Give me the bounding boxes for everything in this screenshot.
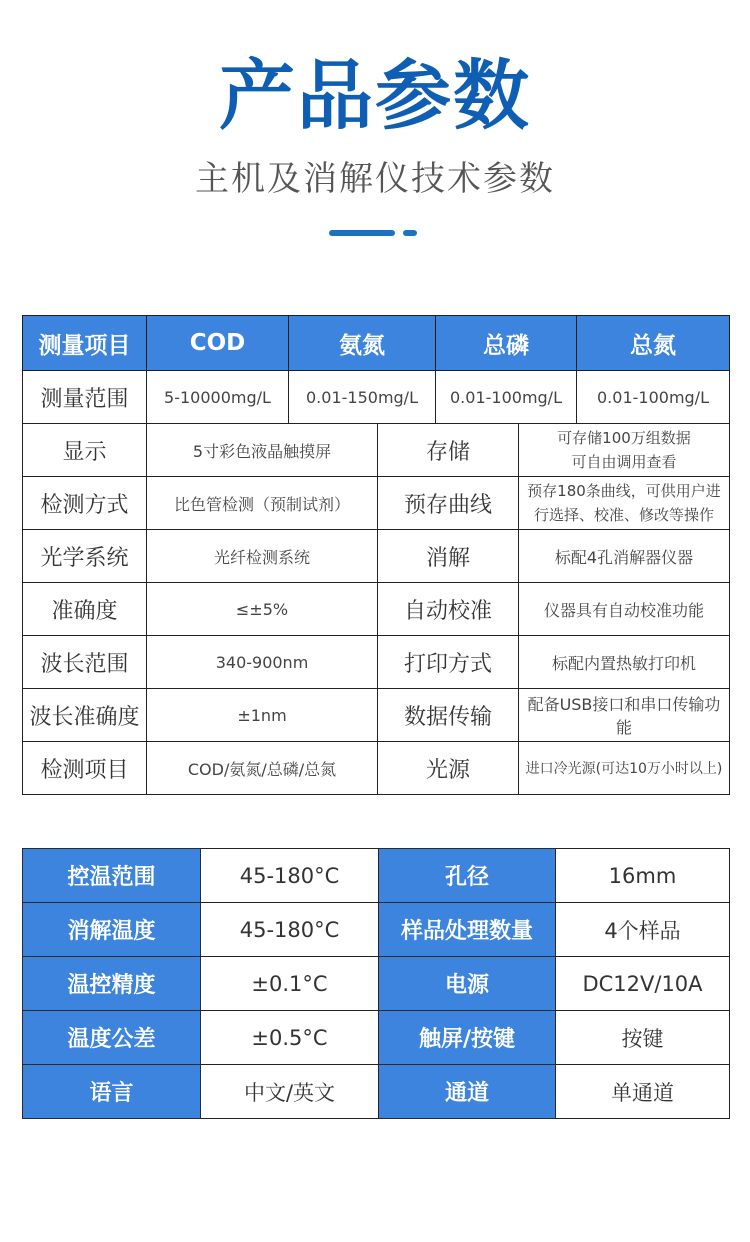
row-label-2: 光源 xyxy=(378,742,519,795)
spec-value: ±0.1°C xyxy=(201,957,379,1011)
spec-value: 45-180°C xyxy=(201,849,379,903)
table-row xyxy=(23,424,730,477)
table-row xyxy=(23,477,730,530)
row-value-2: 配备USB接口和串口传输功能 xyxy=(519,689,730,742)
table-row-range xyxy=(23,371,730,424)
row-label-2: 数据传输 xyxy=(378,689,519,742)
spec-key-2: 电源 xyxy=(379,957,556,1011)
row-value-2: 预存180条曲线，可供用户进行选择、校准、修改等操作 xyxy=(519,477,730,530)
row-value: COD/氨氮/总磷/总氮 xyxy=(147,742,378,795)
row-label: 显示 xyxy=(23,424,147,477)
table-row xyxy=(23,583,730,636)
row-label-2: 存储 xyxy=(378,424,519,477)
spec-key-2: 孔径 xyxy=(379,849,556,903)
row-label-2: 消解 xyxy=(378,530,519,583)
title-underline-long xyxy=(329,230,395,236)
row-label: 检测方式 xyxy=(23,477,147,530)
table-row xyxy=(23,530,730,583)
spec-key: 温控精度 xyxy=(23,957,201,1011)
row-label: 波长准确度 xyxy=(23,689,147,742)
spec-value-2: 单通道 xyxy=(556,1065,730,1119)
spec-key-2: 通道 xyxy=(379,1065,556,1119)
spec-key: 消解温度 xyxy=(23,903,201,957)
row-value-2: 可存储100万组数据 可自由调用查看 xyxy=(519,424,730,477)
range-nitrogen: 0.01-100mg/L xyxy=(577,371,730,424)
header-cell-nitrogen: 总氮 xyxy=(577,316,730,371)
table-row xyxy=(23,1011,730,1065)
header-cell-cod: COD xyxy=(147,316,289,371)
spec-key: 温度公差 xyxy=(23,1011,201,1065)
row-label-2: 打印方式 xyxy=(378,636,519,689)
table-row xyxy=(23,636,730,689)
range-ammonia: 0.01-150mg/L xyxy=(289,371,436,424)
row-value: 5寸彩色液晶触摸屏 xyxy=(147,424,378,477)
row-label: 波长范围 xyxy=(23,636,147,689)
table-row xyxy=(23,957,730,1011)
range-phosphorus: 0.01-100mg/L xyxy=(436,371,577,424)
table-header-row xyxy=(23,316,730,371)
row-value: 比色管检测（预制试剂） xyxy=(147,477,378,530)
range-cod: 5-10000mg/L xyxy=(147,371,289,424)
table-row xyxy=(23,689,730,742)
header-cell-item: 测量项目 xyxy=(23,316,147,371)
row-value-2: 标配内置热敏打印机 xyxy=(519,636,730,689)
spec-key: 控温范围 xyxy=(23,849,201,903)
row-value: 340-900nm xyxy=(147,636,378,689)
row-value: 光纤检测系统 xyxy=(147,530,378,583)
row-value-2: 仪器具有自动校准功能 xyxy=(519,583,730,636)
header-cell-ammonia: 氨氮 xyxy=(289,316,436,371)
row-value-2: 进口冷光源(可达10万小时以上) xyxy=(519,742,730,795)
row-label: 光学系统 xyxy=(23,530,147,583)
row-value-2: 标配4孔消解器仪器 xyxy=(519,530,730,583)
row-label-2: 自动校准 xyxy=(378,583,519,636)
table-row xyxy=(23,742,730,795)
page-subtitle: 主机及消解仪技术参数 xyxy=(195,159,555,199)
range-label: 测量范围 xyxy=(23,371,147,424)
spec-value: ±0.5°C xyxy=(201,1011,379,1065)
row-value: ≤±5% xyxy=(147,583,378,636)
page-title: 产品参数 xyxy=(219,51,531,140)
spec-key-2: 样品处理数量 xyxy=(379,903,556,957)
spec-key: 语言 xyxy=(23,1065,201,1119)
spec-value-2: 16mm xyxy=(556,849,730,903)
row-label-2: 预存曲线 xyxy=(378,477,519,530)
spec-value-2: 按键 xyxy=(556,1011,730,1065)
spec-value: 中文/英文 xyxy=(201,1065,379,1119)
spec-value: 45-180°C xyxy=(201,903,379,957)
spec-key-2: 触屏/按键 xyxy=(379,1011,556,1065)
main-spec-table xyxy=(22,315,730,795)
spec-value-2: 4个样品 xyxy=(556,903,730,957)
header-cell-phosphorus: 总磷 xyxy=(436,316,577,371)
row-value: ±1nm xyxy=(147,689,378,742)
row-label: 准确度 xyxy=(23,583,147,636)
digestion-spec-table xyxy=(22,848,730,1119)
title-underline-short xyxy=(403,230,417,236)
table-row xyxy=(23,849,730,903)
spec-value-2: DC12V/10A xyxy=(556,957,730,1011)
row-label: 检测项目 xyxy=(23,742,147,795)
table-row xyxy=(23,903,730,957)
table-row xyxy=(23,1065,730,1119)
